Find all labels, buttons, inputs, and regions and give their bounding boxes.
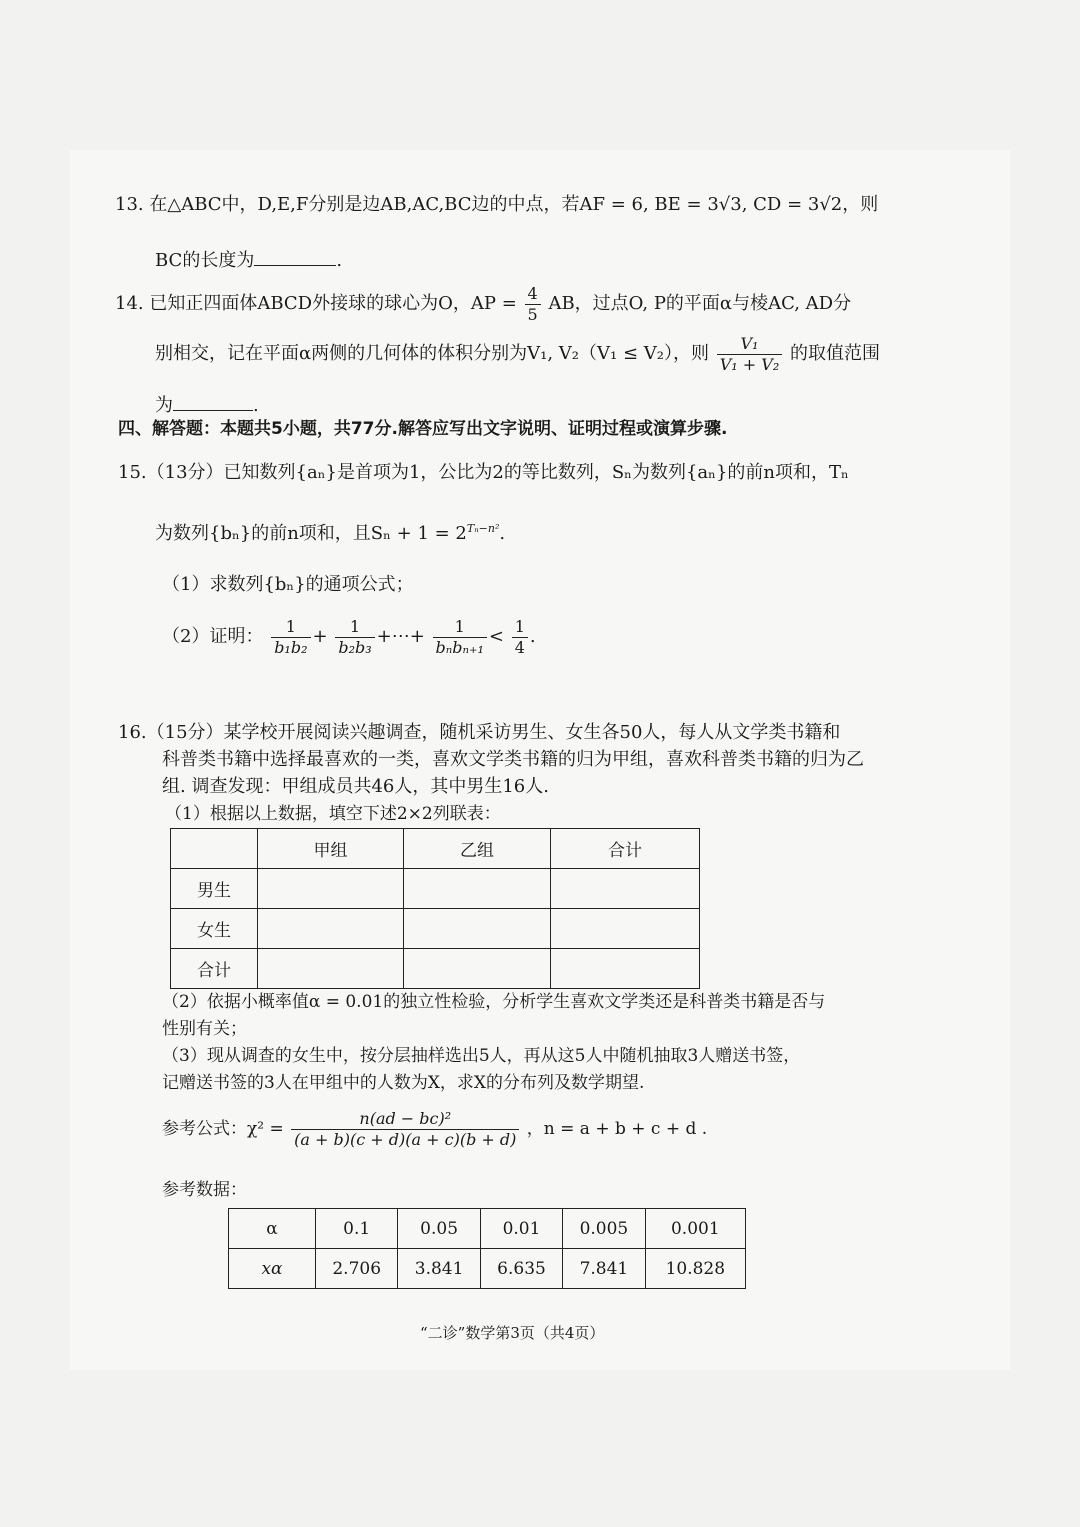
table-row-label: 男生 xyxy=(171,869,258,909)
table-row-label: α xyxy=(229,1209,316,1249)
q16-line3: 组. 调查发现：甲组成员共46人，其中男生16人. xyxy=(162,776,549,797)
q15-frac-1-den: b₁b₂ xyxy=(274,637,308,657)
page-footer: “二诊”数学第3页（共4页） xyxy=(420,1324,605,1342)
q14-frac-num: 4 xyxy=(525,284,541,305)
table-cell[interactable] xyxy=(551,869,700,909)
q16-part2-line1: （2）依据小概率值α = 0.01的独立性检验，分析学生喜欢文学类还是科普类书籍是否与 xyxy=(162,992,826,1012)
q14-ratio xyxy=(717,334,783,375)
q15-part2 xyxy=(162,612,536,662)
q16-part3-line1: （3）现从调查的女生中，按分层抽样选出5人，再从这5人中随机抽取3人赠送书签， xyxy=(162,1046,801,1066)
q14-line3-pre: 为 xyxy=(155,395,173,416)
q15-frac-4 xyxy=(512,617,528,658)
table-cell[interactable] xyxy=(551,909,700,949)
q14-frac-den: 5 xyxy=(527,304,538,324)
q14-ratio-den: V₁ + V₂ xyxy=(719,354,780,374)
q14-line1-pre: 14. 已知正四面体ABCD外接球的球心为O，AP = xyxy=(115,293,517,314)
table-cell[interactable] xyxy=(258,949,404,989)
q14-line1 xyxy=(115,282,851,326)
q15-lt: < xyxy=(488,626,504,647)
q15-line2-pre: 为数列{bₙ}的前n项和，且Sₙ + 1 = 2 xyxy=(155,523,467,544)
table-cell[interactable] xyxy=(551,949,700,989)
q14-ratio-num: V₁ xyxy=(717,334,783,355)
q14-line3-end: . xyxy=(253,395,259,416)
q15-plus: + xyxy=(312,626,328,647)
q16-part1: （1）根据以上数据，填空下述2×2列联表： xyxy=(165,804,501,824)
chi-square-fraction xyxy=(291,1109,519,1150)
table-header-cell: 乙组 xyxy=(404,829,551,869)
q15-exponent: Tₙ−n² xyxy=(466,522,500,535)
q15-frac-3-num: 1 xyxy=(433,617,487,638)
table-row-label: 合计 xyxy=(171,949,258,989)
table-cell: 0.05 xyxy=(398,1209,480,1249)
q16-line2: 科普类书籍中选择最喜欢的一类，喜欢文学类书籍的归为甲组，喜欢科普类书籍的归为乙 xyxy=(162,749,864,770)
table-row xyxy=(171,949,700,989)
q13-answer-blank[interactable] xyxy=(254,247,336,266)
q14-fraction xyxy=(525,284,541,325)
formula-label: 参考公式：χ² = xyxy=(162,1119,284,1139)
q15-frac-4-num: 1 xyxy=(512,617,528,638)
table-cell: 0.005 xyxy=(563,1209,645,1249)
table-row-label: 女生 xyxy=(171,909,258,949)
formula-denominator: (a + b)(c + d)(a + c)(b + d) xyxy=(294,1130,517,1149)
table-cell: 0.01 xyxy=(480,1209,562,1249)
q14-answer-blank[interactable] xyxy=(173,392,253,411)
table-cell: 0.001 xyxy=(645,1209,745,1249)
table-cell[interactable] xyxy=(404,949,551,989)
table-row xyxy=(171,869,700,909)
q16-line1: 16.（15分）某学校开展阅读兴趣调查，随机采访男生、女生各50人，每人从文学类书籍和 xyxy=(118,722,841,743)
q15-frac-2 xyxy=(335,617,374,658)
formula-tail: ，n = a + b + c + d . xyxy=(526,1119,708,1139)
table-row xyxy=(229,1249,746,1289)
q13-line1: 13. 在△ABC中，D,E,F分别是边AB,AC,BC边的中点，若AF = 6, BE = 3√3, CD = 3√2，则 xyxy=(115,194,879,215)
q14-line2-post: 的取值范围 xyxy=(789,343,880,364)
reference-data-table xyxy=(228,1208,746,1289)
q15-dots: +⋯+ xyxy=(376,626,425,647)
q15-frac-4-den: 4 xyxy=(514,637,525,657)
q13-line2-end: . xyxy=(336,250,343,271)
q13-line2 xyxy=(155,247,342,273)
table-header-cell xyxy=(171,829,258,869)
q15-frac-2-num: 1 xyxy=(335,617,374,638)
q14-line2-pre: 别相交，记在平面α两侧的几何体的体积分别为V₁, V₂（V₁ ≤ V₂），则 xyxy=(155,343,709,364)
q15-part1: （1）求数列{bₙ}的通项公式； xyxy=(162,574,414,595)
reference-data-label: 参考数据： xyxy=(162,1180,247,1200)
table-row xyxy=(229,1209,746,1249)
table-header-cell: 合计 xyxy=(551,829,700,869)
table-header-row xyxy=(171,829,700,869)
table-cell: 3.841 xyxy=(398,1249,480,1289)
q15-frac-1-num: 1 xyxy=(271,617,310,638)
section-heading: 四、解答题：本题共5小题，共77分.解答应写出文字说明、证明过程或演算步骤. xyxy=(118,419,728,439)
q16-part2-line2: 性别有关； xyxy=(162,1019,247,1039)
formula-numerator: n(ad − bc)² xyxy=(291,1109,519,1130)
table-cell[interactable] xyxy=(404,869,551,909)
q15-part2-label: （2）证明： xyxy=(162,626,264,647)
table-row-label: xα xyxy=(229,1249,316,1289)
contingency-table xyxy=(170,828,700,989)
reference-formula xyxy=(162,1104,707,1154)
table-cell[interactable] xyxy=(258,869,404,909)
q13-line2-text: BC的长度为 xyxy=(155,250,255,271)
q15-line2 xyxy=(155,517,505,546)
table-cell: 0.1 xyxy=(316,1209,398,1249)
table-row xyxy=(171,909,700,949)
q15-line2-end: . xyxy=(499,523,506,544)
q15-frac-2-den: b₂b₃ xyxy=(338,637,372,657)
q15-frac-3 xyxy=(433,617,487,658)
table-cell: 7.841 xyxy=(563,1249,645,1289)
table-cell: 2.706 xyxy=(316,1249,398,1289)
q14-line2 xyxy=(155,330,880,378)
table-cell[interactable] xyxy=(258,909,404,949)
table-cell: 6.635 xyxy=(480,1249,562,1289)
q15-end: . xyxy=(529,626,536,647)
table-cell[interactable] xyxy=(404,909,551,949)
table-header-cell: 甲组 xyxy=(258,829,404,869)
table-cell: 10.828 xyxy=(645,1249,745,1289)
q14-line1-post: AB，过点O, P的平面α与棱AC, AD分 xyxy=(548,293,852,314)
q15-frac-1 xyxy=(271,617,310,658)
q15-frac-3-den: bₙbₙ₊₁ xyxy=(435,637,484,657)
q16-part3-line2: 记赠送书签的3人在甲组中的人数为X，求X的分布列及数学期望. xyxy=(162,1073,645,1093)
q15-line1: 15.（13分）已知数列{aₙ}是首项为1，公比为2的等比数列，Sₙ为数列{aₙ}的前n项和，Tₙ xyxy=(118,462,849,483)
q14-line3 xyxy=(155,392,259,418)
